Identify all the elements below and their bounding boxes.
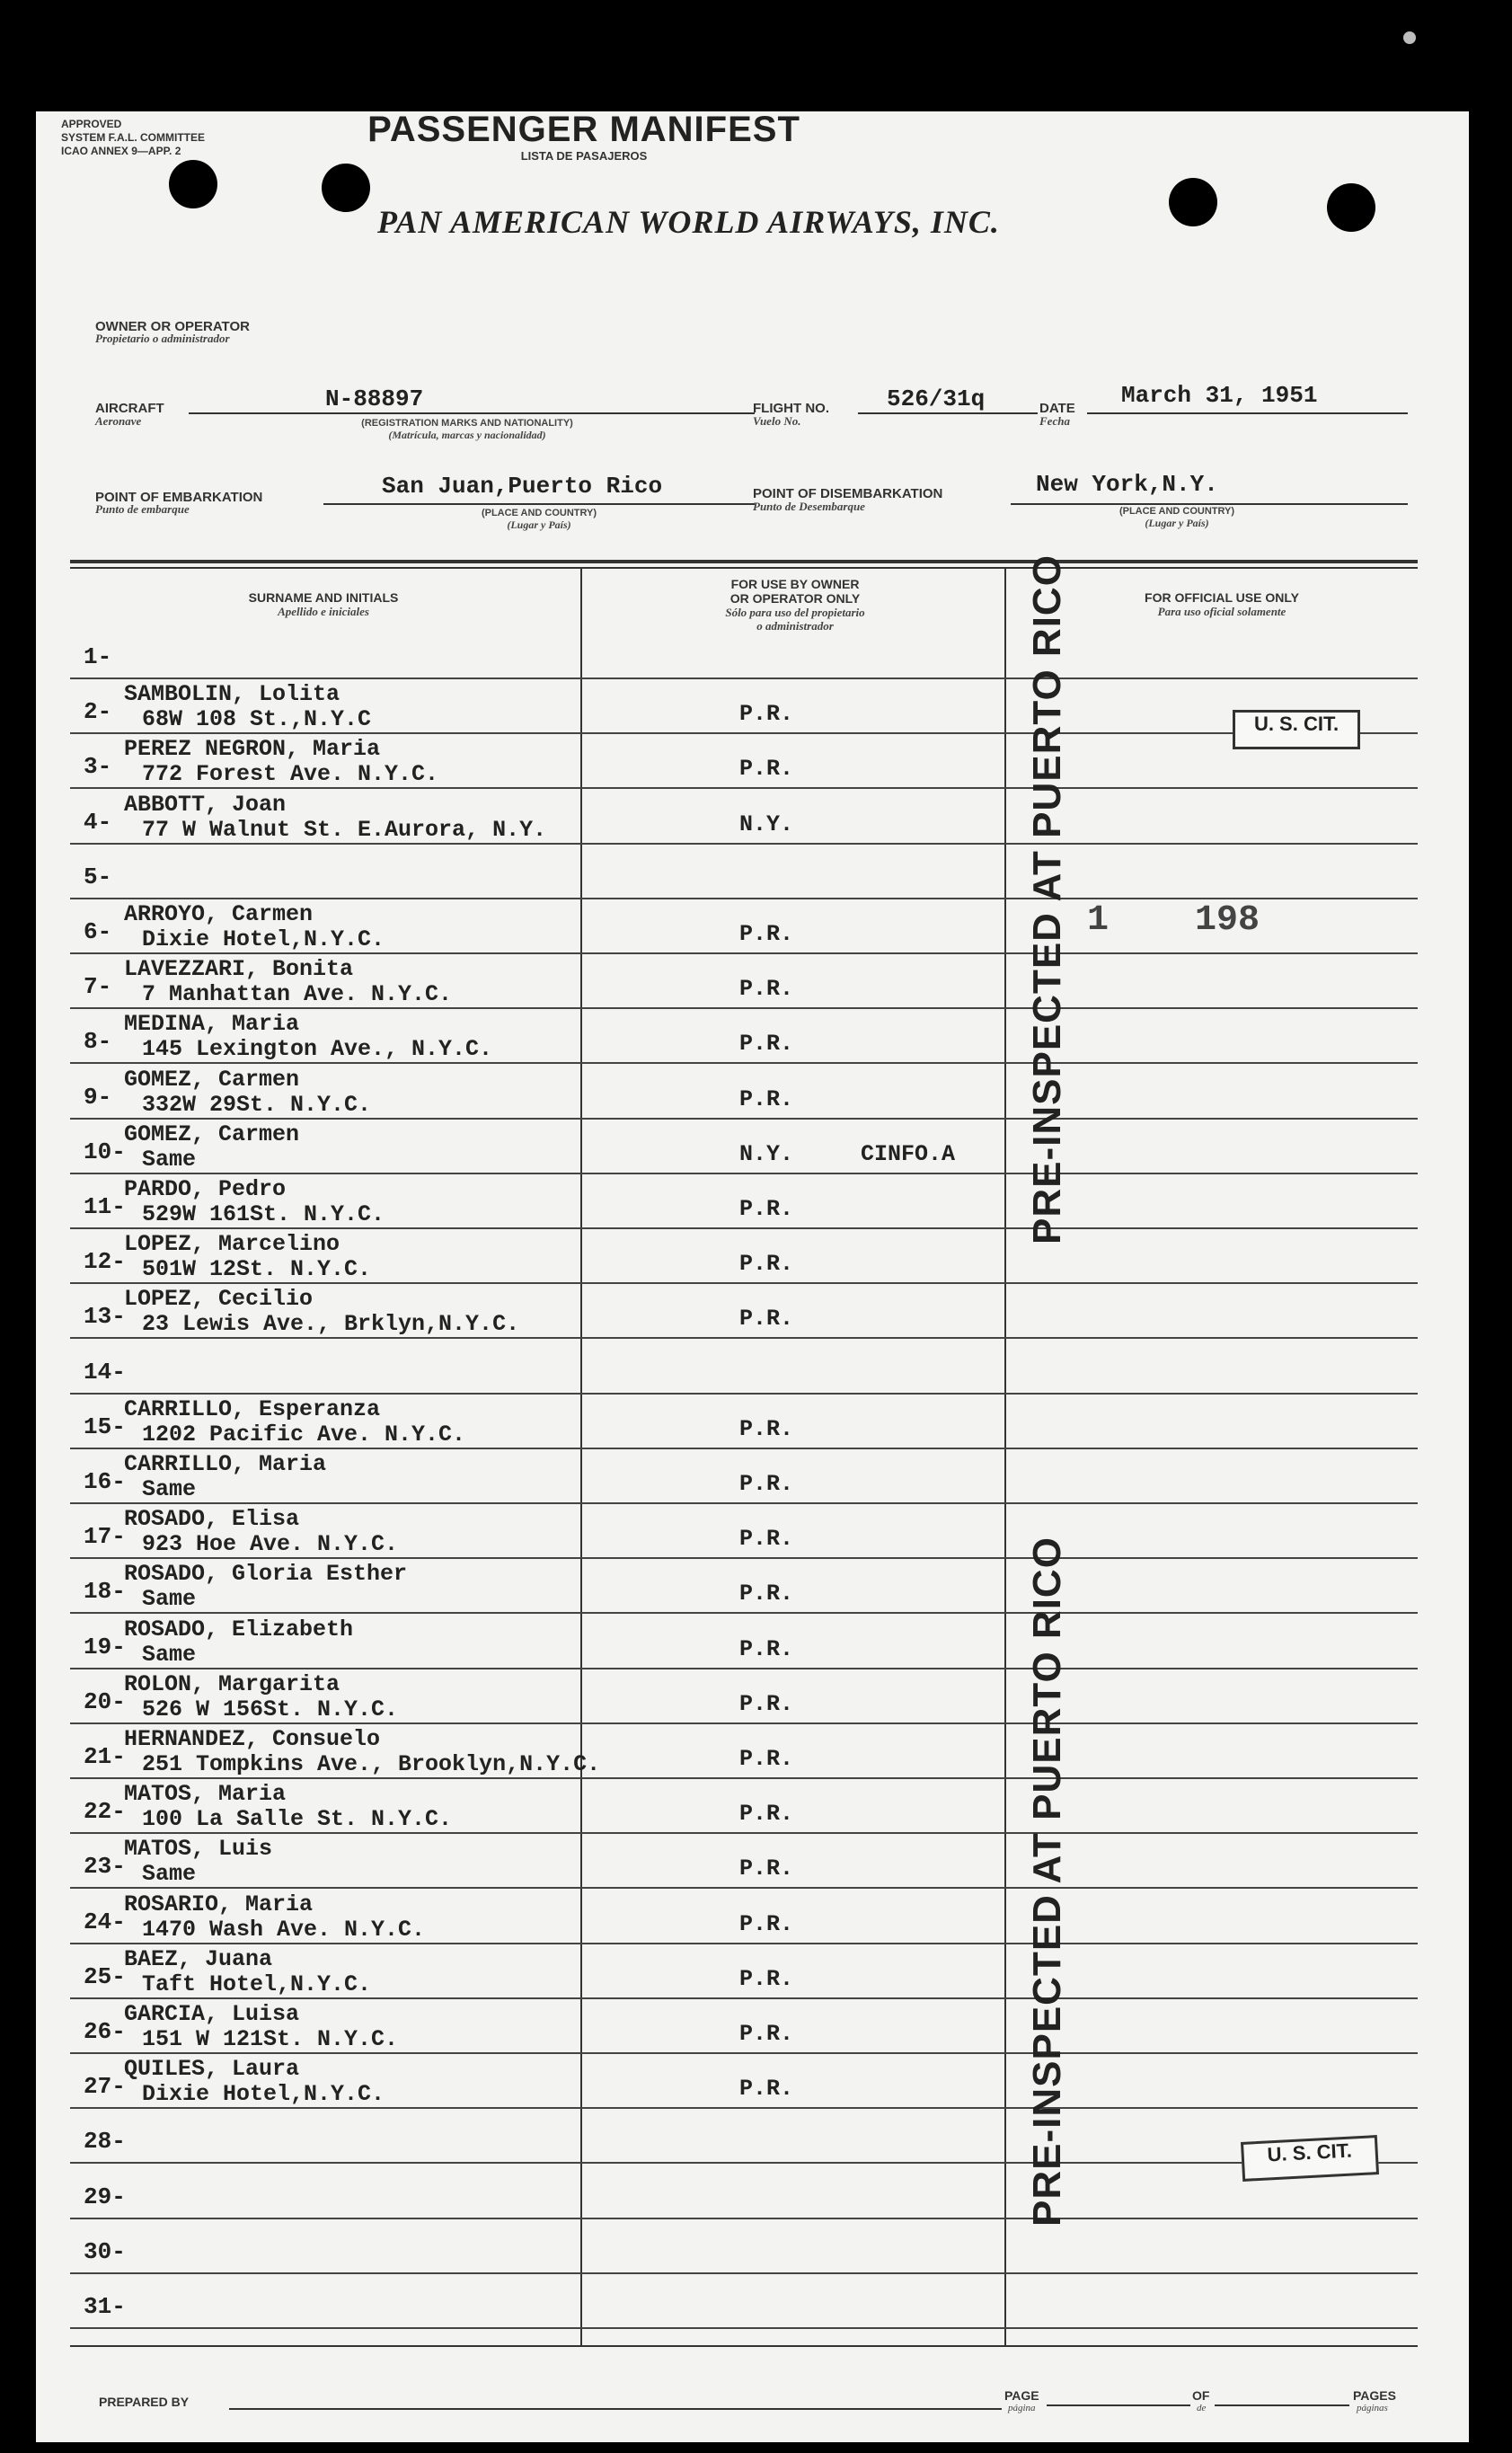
aircraft-label-es: Aeronave <box>95 414 142 428</box>
table-row <box>70 790 1418 845</box>
table-row <box>70 2165 1418 2219</box>
passenger-number: 10- <box>84 1138 126 1165</box>
table-row <box>70 1229 1418 1284</box>
passenger-origin-code: P.R. <box>739 1635 794 1662</box>
page-subtitle: LISTA DE PASAJEROS <box>520 149 648 163</box>
table-row <box>70 1999 1418 2054</box>
pages-label-es: páginas <box>1357 2403 1388 2413</box>
passenger-number: 11- <box>84 1193 126 1220</box>
passenger-origin-code: P.R. <box>739 1690 794 1717</box>
pages-label: PAGES <box>1353 2388 1396 2403</box>
passenger-number: 13- <box>84 1303 126 1331</box>
table-row <box>70 1615 1418 1669</box>
passenger-name: MEDINA, Maria <box>124 1011 300 1038</box>
passenger-address: 68W 108 St.,N.Y.C <box>142 706 372 733</box>
passenger-number: 16- <box>84 1468 126 1495</box>
passenger-address: 151 W 121St. N.Y.C. <box>142 2026 399 2052</box>
table-row <box>70 1340 1418 1395</box>
disembark-line <box>1011 503 1408 505</box>
passenger-address: Same <box>142 1641 197 1668</box>
punch-hole <box>1169 178 1217 226</box>
embark-place-note: (PLACE AND COUNTRY) <box>481 508 597 518</box>
passenger-number: 25- <box>84 1962 126 1990</box>
passenger-address: 23 Lewis Ave., Brklyn,N.Y.C. <box>142 1311 520 1338</box>
passenger-name: ROLON, Margarita <box>124 1670 340 1697</box>
table-row <box>70 1120 1418 1174</box>
passenger-name: ABBOTT, Joan <box>124 791 287 818</box>
punch-hole <box>1327 183 1375 232</box>
table-row <box>70 2219 1418 2274</box>
table-row <box>70 1724 1418 1779</box>
aircraft-label: AIRCRAFT <box>95 401 164 416</box>
embark-value: San Juan,Puerto Rico <box>382 473 663 500</box>
passenger-origin-code: P.R. <box>739 1965 794 1992</box>
col-surname-label-es: Apellido e iniciales <box>278 605 369 618</box>
punch-hole <box>169 160 217 208</box>
table-row <box>70 2109 1418 2164</box>
passenger-number: 7- <box>84 973 112 1001</box>
date-line <box>1087 412 1408 414</box>
passenger-number: 21- <box>84 1743 126 1770</box>
passenger-address: 100 La Salle St. N.Y.C. <box>142 1806 453 1833</box>
col-owner-use-label: FOR USE BY OWNER OR OPERATOR ONLY <box>729 577 861 606</box>
table-top-rule-2 <box>70 567 1418 569</box>
passenger-address: 77 W Walnut St. E.Aurora, N.Y. <box>142 816 547 843</box>
passenger-address: 332W 29St. N.Y.C. <box>142 1091 372 1118</box>
passenger-address: Taft Hotel,N.Y.C. <box>142 1970 372 1997</box>
disembark-label: POINT OF DISEMBARKATION <box>753 486 943 501</box>
passenger-number: 12- <box>84 1248 126 1276</box>
table-row <box>70 1944 1418 1999</box>
passenger-number: 1- <box>84 643 112 670</box>
table-top-rule <box>70 560 1418 563</box>
page-line <box>1047 2404 1190 2406</box>
passenger-address: 1202 Pacific Ave. N.Y.C. <box>142 1421 466 1448</box>
table-row <box>70 2054 1418 2109</box>
passenger-address: 1470 Wash Ave. N.Y.C. <box>142 1916 426 1943</box>
passenger-name: MATOS, Luis <box>124 1836 273 1863</box>
passenger-number: 19- <box>84 1633 126 1660</box>
owner-label: OWNER OR OPERATOR <box>95 319 250 334</box>
date-label-es: Fecha <box>1039 414 1070 428</box>
passenger-name: QUILES, Laura <box>124 2056 300 2083</box>
table-row <box>70 679 1418 734</box>
col-owner-use-label-es: Sólo para uso del propietario o administrador <box>725 606 865 633</box>
passenger-origin-code: P.R. <box>739 2021 794 2047</box>
passenger-address: 526 W 156St. N.Y.C. <box>142 1696 399 1722</box>
passenger-address: Same <box>142 1861 197 1888</box>
official-number: 198 <box>1195 900 1260 941</box>
table-row <box>70 954 1418 1009</box>
passenger-origin-code: P.R. <box>739 976 794 1003</box>
passenger-number: 17- <box>84 1523 126 1551</box>
passenger-address: 772 Forest Ave. N.Y.C. <box>142 761 439 788</box>
passenger-name: ARROYO, Carmen <box>124 901 314 927</box>
passenger-name: GARCIA, Luisa <box>124 2001 300 2027</box>
col-official-use-label: FOR OFFICIAL USE ONLY <box>1145 590 1299 605</box>
col-surname-label: SURNAME AND INITIALS <box>248 590 399 605</box>
passenger-name: ROSADO, Elisa <box>124 1506 300 1533</box>
embark-place-note-es: (Lugar y País) <box>507 518 571 531</box>
prepared-by-line <box>229 2408 1002 2410</box>
passenger-name: SAMBOLIN, Lolita <box>124 681 340 708</box>
passenger-number: 29- <box>84 2183 126 2210</box>
passenger-address: 145 Lexington Ave., N.Y.C. <box>142 1036 493 1063</box>
passenger-number: 31- <box>84 2293 126 2320</box>
passenger-origin-code: P.R. <box>739 1910 794 1937</box>
embark-label: POINT OF EMBARKATION <box>95 490 263 505</box>
passenger-name: ROSADO, Gloria Esther <box>124 1561 408 1588</box>
passenger-name: PEREZ NEGRON, Maria <box>124 736 381 763</box>
preinspected-stamp-bottom: PRE-INSPECTED AT PUERTO RICO <box>1025 1536 1069 2227</box>
date-value: March 31, 1951 <box>1121 382 1318 409</box>
passenger-name: CARRILLO, Esperanza <box>124 1395 381 1422</box>
flight-line <box>858 412 1038 414</box>
passenger-number: 23- <box>84 1853 126 1881</box>
approval-note: APPROVED SYSTEM F.A.L. COMMITTEE ICAO ANNEX 9—APP. 2 <box>61 118 206 157</box>
passenger-name: ROSARIO, Maria <box>124 1891 314 1917</box>
passenger-origin-code: P.R. <box>739 701 794 728</box>
table-row <box>70 1009 1418 1064</box>
table-row <box>70 1284 1418 1339</box>
registration-note: (REGISTRATION MARKS AND NATIONALITY) <box>361 418 573 429</box>
table-row <box>70 624 1418 679</box>
flight-label: FLIGHT NO. <box>753 401 829 416</box>
passenger-origin-code: P.R. <box>739 1855 794 1882</box>
table-row <box>70 1834 1418 1889</box>
passenger-origin-code: P.R. <box>739 1306 794 1333</box>
passenger-name: LAVEZZARI, Bonita <box>124 956 354 983</box>
flight-label-es: Vuelo No. <box>753 414 801 428</box>
registration-note-es: (Matrícula, marcas y nacionalidad) <box>388 429 546 441</box>
table-row <box>70 1669 1418 1724</box>
passenger-number: 3- <box>84 753 112 781</box>
passenger-address: 501W 12St. N.Y.C. <box>142 1256 372 1283</box>
official-mark: 1 <box>1087 900 1110 941</box>
operator-name: PAN AMERICAN WORLD AIRWAYS, INC. <box>377 204 1000 240</box>
page-label-es: página <box>1008 2403 1036 2413</box>
col-official-use <box>1056 590 1388 618</box>
passenger-number: 2- <box>84 698 112 726</box>
us-citizen-stamp-bottom: U. S. CIT. <box>1241 2135 1379 2182</box>
passenger-number: 5- <box>84 863 112 890</box>
passenger-number: 14- <box>84 1358 126 1386</box>
passenger-address: Same <box>142 1476 197 1502</box>
table-row <box>70 845 1418 899</box>
of-label: OF <box>1192 2388 1210 2403</box>
date-label: DATE <box>1039 401 1075 416</box>
passenger-origin-code: P.R. <box>739 1581 794 1607</box>
disembark-place-note-es: (Lugar y País) <box>1145 517 1209 529</box>
table-row <box>70 734 1418 789</box>
passenger-origin-code: P.R. <box>739 1415 794 1442</box>
passenger-origin-code: P.R. <box>739 1085 794 1112</box>
passenger-address: Dixie Hotel,N.Y.C. <box>142 2081 385 2108</box>
passenger-number: 28- <box>84 2128 126 2156</box>
preinspected-stamp-top: PRE-INSPECTED AT PUERTO RICO <box>1025 554 1069 1244</box>
aircraft-line <box>189 412 755 414</box>
passenger-number: 20- <box>84 1687 126 1715</box>
passenger-address: Same <box>142 1586 197 1613</box>
prepared-by-label: PREPARED BY <box>99 2395 190 2409</box>
passenger-name: BAEZ, Juana <box>124 1945 273 1972</box>
passenger-address: 251 Tompkins Ave., Brooklyn,N.Y.C. <box>142 1751 601 1777</box>
passenger-name: LOPEZ, Cecilio <box>124 1286 314 1313</box>
passenger-origin-code: P.R. <box>739 1526 794 1553</box>
passenger-number: 30- <box>84 2237 126 2265</box>
table-row <box>70 2274 1418 2329</box>
col-surname <box>162 590 485 618</box>
passenger-address: 923 Hoe Ave. N.Y.C. <box>142 1531 399 1558</box>
table-row <box>70 1449 1418 1504</box>
passenger-number: 27- <box>84 2073 126 2101</box>
table-row <box>70 1395 1418 1449</box>
passenger-name: CARRILLO, Maria <box>124 1451 327 1477</box>
passenger-note: CINFO.A <box>861 1140 956 1167</box>
passenger-name: GOMEZ, Carmen <box>124 1120 300 1147</box>
page-title: PASSENGER MANIFEST <box>367 110 800 149</box>
us-citizen-stamp-top: U. S. CIT. <box>1233 710 1360 749</box>
passenger-origin-code: P.R. <box>739 1196 794 1222</box>
embark-line <box>323 503 755 505</box>
aircraft-value: N-88897 <box>325 385 424 412</box>
passenger-origin-code: P.R. <box>739 1746 794 1772</box>
passenger-name: LOPEZ, Marcelino <box>124 1231 340 1258</box>
passenger-name: MATOS, Maria <box>124 1781 287 1808</box>
passenger-name: HERNANDEZ, Consuelo <box>124 1726 381 1752</box>
passenger-name: GOMEZ, Carmen <box>124 1066 300 1093</box>
table-row <box>70 1504 1418 1559</box>
table-row <box>70 1779 1418 1834</box>
passenger-origin-code: P.R. <box>739 756 794 783</box>
passenger-origin-code: P.R. <box>739 2076 794 2103</box>
passenger-address: 529W 161St. N.Y.C. <box>142 1201 385 1227</box>
page-label: PAGE <box>1004 2388 1039 2403</box>
passenger-number: 9- <box>84 1083 112 1111</box>
punch-hole <box>322 164 370 212</box>
passenger-origin-code: N.Y. <box>739 810 794 837</box>
passenger-origin-code: N.Y. <box>739 1140 794 1167</box>
passenger-number: 18- <box>84 1578 126 1606</box>
table-row <box>70 1065 1418 1120</box>
passenger-origin-code: P.R. <box>739 1801 794 1828</box>
passenger-origin-code: P.R. <box>739 1251 794 1278</box>
passenger-address: Dixie Hotel,N.Y.C. <box>142 926 385 952</box>
passenger-address: Same <box>142 1146 197 1173</box>
of-line <box>1215 2404 1349 2406</box>
disembark-place-note: (PLACE AND COUNTRY) <box>1119 506 1235 517</box>
passenger-name: PARDO, Pedro <box>124 1176 287 1202</box>
passenger-number: 6- <box>84 918 112 945</box>
table-row <box>70 1559 1418 1614</box>
passenger-origin-code: P.R. <box>739 921 794 947</box>
passenger-address: 7 Manhattan Ave. N.Y.C. <box>142 981 453 1008</box>
passenger-number: 26- <box>84 2018 126 2045</box>
col-official-use-label-es: Para uso oficial solamente <box>1157 605 1287 618</box>
passenger-origin-code: P.R. <box>739 1031 794 1058</box>
row-rule <box>70 2327 1418 2329</box>
scan-dot <box>1403 31 1416 44</box>
passenger-number: 22- <box>84 1798 126 1826</box>
passenger-number: 15- <box>84 1412 126 1440</box>
table-row <box>70 1890 1418 1944</box>
passenger-origin-code: P.R. <box>739 1471 794 1497</box>
of-label-es: de <box>1197 2403 1207 2413</box>
table-row <box>70 1174 1418 1229</box>
table-bottom-rule <box>70 2345 1418 2347</box>
disembark-value: New York,N.Y. <box>1036 471 1218 498</box>
passenger-number: 24- <box>84 1908 126 1935</box>
passenger-number: 8- <box>84 1028 112 1056</box>
passenger-name: ROSADO, Elizabeth <box>124 1616 354 1643</box>
disembark-label-es: Punto de Desembarque <box>753 500 865 513</box>
passenger-number: 4- <box>84 808 112 836</box>
owner-label-es: Propietario o administrador <box>95 332 230 345</box>
embark-label-es: Punto de embarque <box>95 502 190 516</box>
flight-value: 526/31q <box>887 385 986 412</box>
